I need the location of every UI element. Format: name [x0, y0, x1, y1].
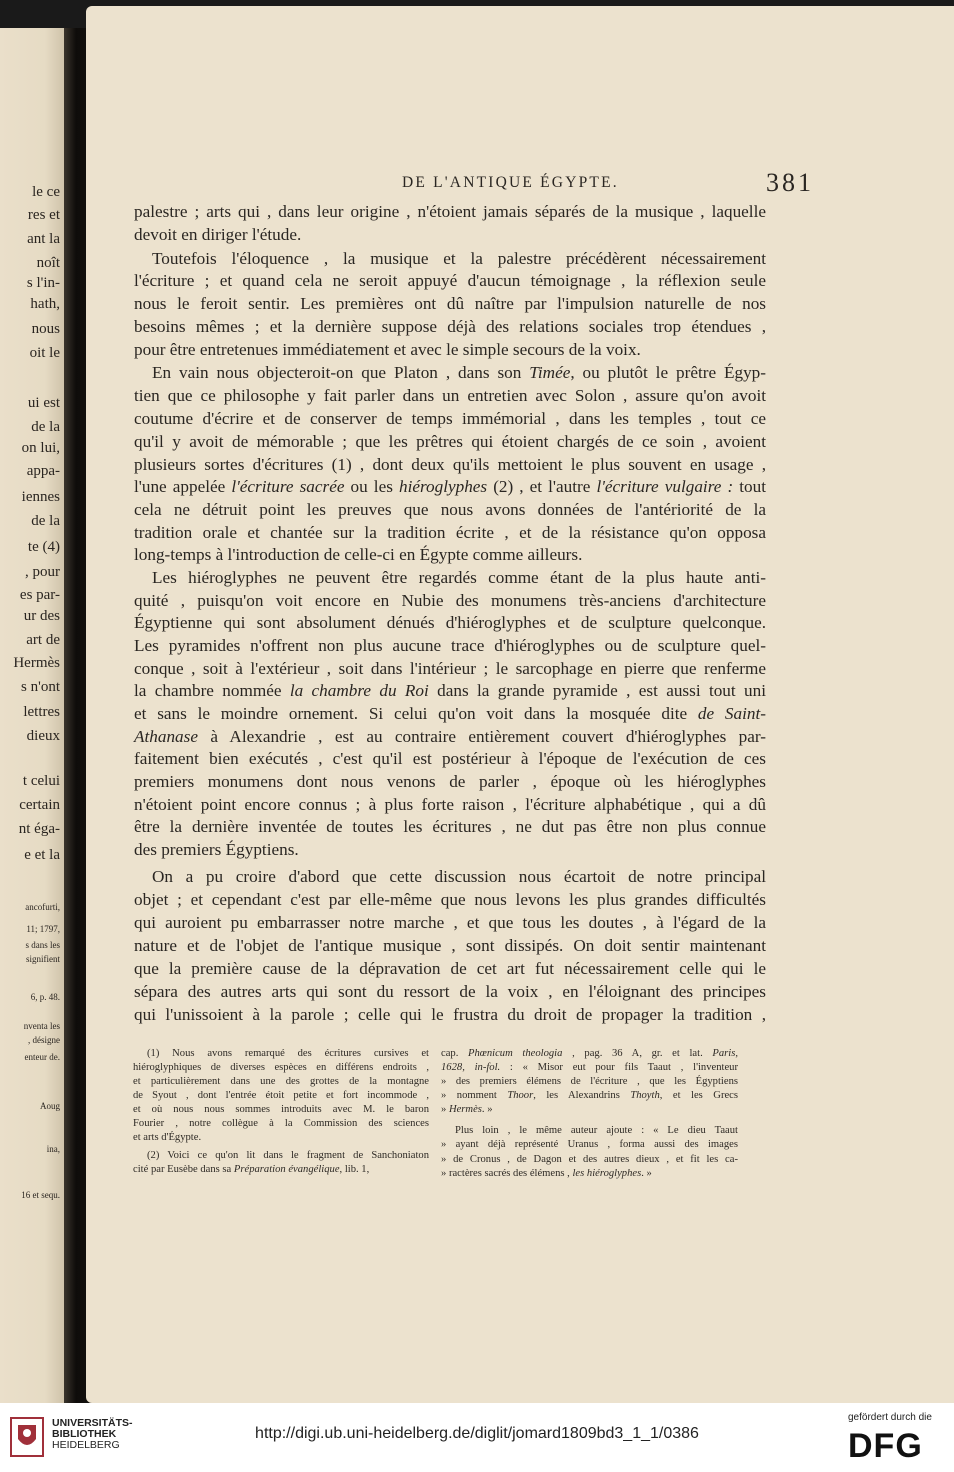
- facing-page-fragment: signifient: [26, 954, 60, 964]
- facing-page-fragment: t celui: [22, 773, 60, 789]
- body-line: Les pyramides n'offrent non plus aucune trace d'hiéroglyphes ou de sculpture quel-: [134, 636, 766, 655]
- footnote-line: hiéroglyphiques de diverses espèces en différens endroits ,: [133, 1062, 429, 1073]
- facing-page-fragment: lettres: [23, 704, 60, 720]
- body-line: n'étoient point encore connus ; à plus forte raison , l'écriture alphabétique , qui a dû: [134, 795, 766, 814]
- facing-page-fragment: hath,: [30, 296, 60, 312]
- facing-page-fragment: res et: [27, 207, 60, 223]
- facing-page-fragment: s n'ont: [21, 679, 60, 695]
- dfg-logo: DFG: [848, 1427, 923, 1465]
- body-line: cela ne détruit point les preuves que nous avons données de l'antériorité de la: [134, 500, 766, 519]
- body-line: tien que ce philosophe y fait parler dans un entretien avec Solon , assure qu'on avoit: [134, 386, 766, 405]
- viewer-footer: [0, 1403, 954, 1472]
- facing-page-fragment: 16 et sequ.: [21, 1190, 60, 1200]
- body-line: premiers monumens dont nous venons de parler , époque où les hiéroglyphes: [134, 772, 766, 791]
- footnote-line: Plus loin , le même auteur ajoute : « Le dieu Taaut: [455, 1125, 738, 1136]
- institution-line: HEIDELBERG: [52, 1439, 120, 1451]
- body-line: Toutefois l'éloquence , la musique et la palestre précédèrent nécessairement: [152, 249, 766, 268]
- facing-page-fragment: 11; 1797,: [26, 924, 60, 934]
- body-line: En vain nous objecteroit-on que Platon , dans son Timée, ou plutôt le prêtre Égyp-: [152, 363, 766, 382]
- body-line: qui l'unissoient à la parole ; celle qui le frustra du droit de propager la tradition ,: [134, 1005, 766, 1024]
- body-line: tradition orale et chantée sur la tradition écrite , et de la résistance qu'on opposa: [134, 523, 766, 542]
- facing-page-fragment: ancofurti,: [25, 902, 60, 912]
- institution-line: UNIVERSITÄTS-: [52, 1417, 133, 1429]
- footnote-line: » ayant déjà représenté Uranus , forma aussi des images: [441, 1139, 738, 1150]
- body-line: coutume d'écrire et de conserver de temps immémorial , dans les temples , tout ce: [134, 409, 766, 428]
- facing-page-fragment: ina,: [46, 1144, 60, 1154]
- facing-page-edge: [0, 28, 64, 1403]
- facing-page-fragment: s dans les: [25, 940, 60, 950]
- facing-page-fragment: dieux: [26, 728, 60, 744]
- body-line: On a pu croire d'abord que cette discussion nous écartoit de notre principal: [152, 867, 766, 886]
- footnote-line: » de Cronus , de Dagon et des autres dieux , et fit les ca-: [441, 1154, 738, 1165]
- body-line: être la dernière inventée de toutes les écritures , ne dut pas être non plus connue: [134, 817, 766, 836]
- body-line: l'une appelée l'écriture sacrée ou les hiéroglyphes (2) , et l'autre l'écriture vulgaire : tout: [134, 477, 766, 496]
- footnote-line: (1) Nous avons remarqué des écritures cursives et: [147, 1048, 429, 1059]
- facing-page-fragment: es par-: [19, 587, 60, 603]
- body-line: nature et de l'objet de l'antique musique , sont dissipés. On doit sentir maintenant: [134, 936, 766, 955]
- body-line: long-temps à l'introduction de celle-ci en Égypte comme ailleurs.: [134, 545, 583, 564]
- institution-line: BIBLIOTHEK: [52, 1428, 117, 1440]
- facing-page-fragment: oit le: [29, 345, 60, 361]
- facing-page-fragment: , pour: [25, 564, 60, 580]
- facing-page-fragment: iennes: [21, 489, 60, 505]
- facing-page-fragment: ant la: [27, 231, 60, 247]
- body-line: faitement bien exécutés , c'est qu'il est postérieur à l'époque de l'exécution de ces: [134, 749, 766, 768]
- facing-page-fragment: nt éga-: [18, 821, 60, 837]
- facing-page-fragment: on lui,: [21, 440, 60, 456]
- facing-page-fragment: nous: [31, 321, 60, 337]
- body-line: besoins mêmes ; et la dernière suppose déjà des relations sociales trop étendues ,: [134, 317, 766, 336]
- book-page: [86, 6, 954, 1403]
- facing-page-fragment: e et la: [24, 847, 60, 863]
- permalink[interactable]: http://digi.ub.uni-heidelberg.de/diglit/jomard1809bd3_1_1/0386: [255, 1425, 699, 1442]
- footnote-line: et particulièrement dans une des grottes de la montagne: [133, 1076, 429, 1087]
- facing-page-fragment: s l'in-: [26, 275, 60, 291]
- footnote-line: » des premiers élémens de l'écriture , que les Égyptiens: [441, 1076, 738, 1087]
- body-line: que la première cause de la dépravation de cet art fut nécessairement celle qui le: [134, 959, 766, 978]
- facing-page-fragment: le ce: [32, 184, 60, 200]
- footnote-line: Fourier , notre collègue à la Commission des sciences: [133, 1118, 429, 1129]
- body-line: nous le feroit sentir. Les premières ont dû naître par l'impulsion naturelle de nos: [134, 294, 766, 313]
- facing-page-fragment: de la: [31, 513, 60, 529]
- facing-page-fragment: certain: [19, 797, 60, 813]
- facing-page-fragment: , désigne: [28, 1035, 60, 1045]
- footnote-line: » Hermès. »: [441, 1104, 493, 1115]
- footnote-line: » ractères sacrés des élémens , les hiéroglyphes. »: [441, 1168, 652, 1179]
- facing-page-fragment: noît: [36, 255, 60, 271]
- body-line: objet ; et cependant c'est par elle-même que nous levons les plus grandes difficultés: [134, 890, 766, 909]
- body-line: l'écriture ; et quand cela ne seroit appuyé d'aucun témoignage , la réflexion seule: [134, 271, 766, 290]
- facing-page-fragment: Aoug: [40, 1101, 60, 1111]
- facing-page-fragment: de la: [31, 419, 60, 435]
- body-line: qui auroient pu embarrasser notre marche , et que tous les doutes , à l'égard de la: [134, 913, 766, 932]
- body-line: devoit en diriger l'étude.: [134, 225, 302, 244]
- facing-page-fragment: Hermès: [13, 655, 60, 671]
- footnote-line: et arts d'Égypte.: [133, 1132, 202, 1143]
- footnote-line: » nomment Thoor, les Alexandrins Thoyth, et les Grecs: [441, 1090, 738, 1101]
- footnote-line: de Syout , dont l'entrée étoit petite et fort incommode ,: [133, 1090, 429, 1101]
- facing-page-fragment: nventa les: [23, 1021, 60, 1031]
- footnote-line: 1628, in-fol. : « Misor eut pour fils Taaut , l'inventeur: [441, 1062, 738, 1073]
- body-line: sépara des autres arts qui sont du ressort de la voix , en l'éloignant des principes: [134, 982, 766, 1001]
- facing-page-fragment: enteur de.: [24, 1052, 60, 1062]
- body-line: conque , soit à l'extérieur , soit dans l'intérieur ; le sarcophage en pierre que renferme: [134, 659, 766, 678]
- footnote-line: cité par Eusèbe dans sa Préparation évangélique, lib. 1,: [133, 1164, 370, 1175]
- body-line: quité , puisqu'on voit encore en Nubie des monumens très-anciens d'architecture: [134, 591, 766, 610]
- facing-page-fragment: ur des: [23, 608, 60, 624]
- body-line: palestre ; arts qui , dans leur origine , n'étoient jamais séparés de la musique , laquelle: [134, 202, 766, 221]
- body-line: Les hiéroglyphes ne peuvent être regardés comme étant de la plus haute anti-: [152, 568, 766, 587]
- body-line: plusieurs sortes d'écritures (1) , dont deux qu'ils mettoient le plus souvent en usage ,: [134, 455, 766, 474]
- body-line: la chambre nommée la chambre du Roi dans la grande pyramide , est aussi tout uni: [134, 681, 766, 700]
- footnote-line: cap. Phœnicum theologia , pag. 36 A, gr. et lat. Paris,: [441, 1048, 739, 1059]
- footnote-line: (2) Voici ce qu'on lit dans le fragment de Sanchoniaton: [147, 1150, 429, 1161]
- body-line: des premiers Égyptiens.: [134, 840, 299, 859]
- body-line: pour être entretenues immédiatement et avec le simple secours de la voix.: [134, 340, 641, 359]
- body-line: qu'il y avoit de mémorable ; que les prêtres qui étoient chargés de ce soin , avoient: [134, 432, 766, 451]
- body-line: et sans le moindre ornement. Si celui qu'on voit dans la mosquée dite de Saint-: [134, 704, 766, 723]
- body-line: Égyptienne qui sont absolument dénués d'hiéroglyphes et de sculpture quelconque.: [134, 613, 766, 632]
- facing-page-fragment: 6, p. 48.: [30, 992, 60, 1002]
- facing-page-fragment: appa-: [26, 463, 60, 479]
- sponsor-caption: gefördert durch die: [848, 1412, 932, 1423]
- running-head: DE L'ANTIQUE ÉGYPTE.: [402, 174, 619, 191]
- body-line: Athanase à Alexandrie , est au contraire entièrement couvert d'hiéroglyphes par-: [134, 727, 766, 746]
- facing-page-fragment: ui est: [27, 395, 60, 411]
- facing-page-fragment: art de: [26, 632, 60, 648]
- facing-page-fragment: te (4): [27, 539, 60, 555]
- page-number: 381: [766, 168, 814, 197]
- footnote-line: et où nous nous sommes introduits avec M. le baron: [133, 1104, 429, 1115]
